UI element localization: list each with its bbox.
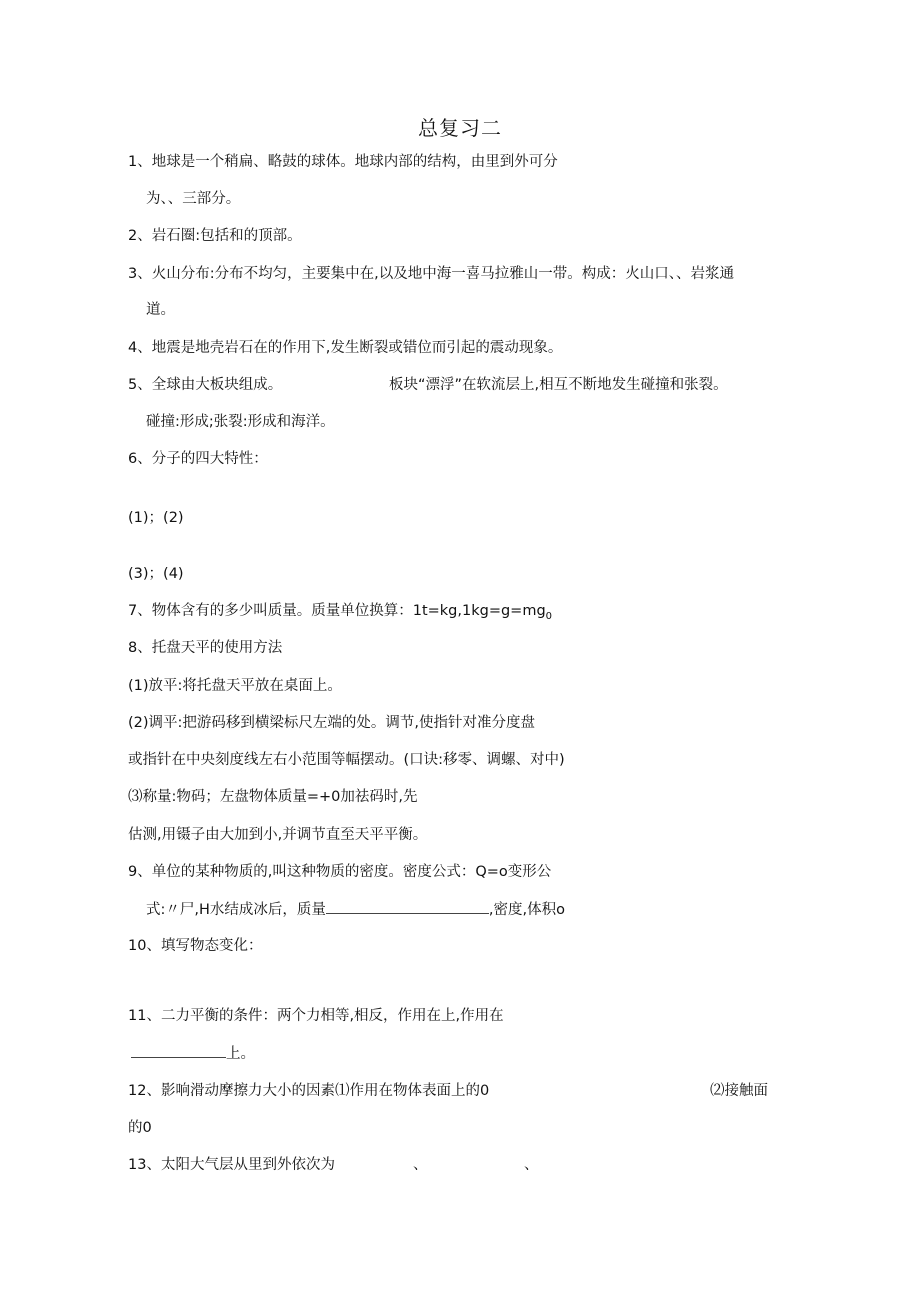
- item-6-line1: (1)；(2): [128, 510, 184, 526]
- item-10: 10、填写物态变化：: [128, 938, 263, 954]
- item-11-cont: [131, 1043, 255, 1064]
- item-6: 6、分子的四大特性：: [128, 451, 268, 467]
- item-9-cont: [146, 899, 565, 920]
- item-9-cont-text: 式:〃尸,H水结成冰后，质量: [146, 902, 326, 918]
- item-8-step3: ⑶称量:物码；左盘物体质量=+0加祛码时,先: [128, 789, 418, 805]
- item-4: 4、地震是地壳岩石在的作用下,发生断裂或错位而引起的震动现象。: [128, 340, 563, 356]
- item-5-part2: 板块“漂浮”在软流层上,相互不断地发生碰撞和张裂。: [389, 377, 728, 393]
- item-13-sep2: 、: [524, 1157, 539, 1173]
- item-6-line2: (3)；(4): [128, 566, 184, 582]
- item-2: 2、岩石圈:包括和的顶部。: [128, 228, 302, 244]
- item-13-sep1: 、: [413, 1157, 428, 1173]
- item-13: 13、太阳大气层从里到外依次为: [128, 1157, 335, 1173]
- item-8-step2-cont: 或指针在中央刻度线左右小范围等幅摆动。(口诀:移零、调螺、对中): [128, 752, 565, 768]
- item-1: 1、地球是一个稍扁、略鼓的球体。地球内部的结构，由里到外可分: [128, 154, 558, 170]
- item-12: 12、影响滑动摩擦力大小的因素⑴作用在物体表面上的0: [128, 1083, 490, 1099]
- item-8-step1: (1)放平:将托盘天平放在桌面上。: [128, 678, 342, 694]
- item-12-cont: 的0: [128, 1120, 152, 1136]
- item-8-step2: (2)调平:把游码移到横梁标尺左端的处。调节,使指针对准分度盘: [128, 715, 536, 731]
- answer-blank: [326, 899, 489, 914]
- item-5-cont: 碰撞:形成;张裂:形成和海洋。: [146, 414, 335, 430]
- item-7-sub: 0: [545, 610, 553, 622]
- item-11: 11、二力平衡的条件：两个力相等,相反，作用在上,作用在: [128, 1008, 504, 1024]
- item-7: [128, 601, 552, 627]
- item-8: 8、托盘天平的使用方法: [128, 640, 283, 656]
- item-5: 5、全球由大板块组成。: [128, 377, 283, 393]
- item-3: 3、火山分布:分布不均匀，主要集中在,以及地中海一喜马拉雅山一带。构成：火山口、、岩浆通: [128, 266, 734, 282]
- item-7-text: 7、物体含有的多少叫质量。质量单位换算：1t=kg,1kg=g=mg: [128, 603, 546, 619]
- item-3-cont: 道。: [146, 302, 175, 318]
- item-11-cont-text: 上。: [226, 1046, 255, 1062]
- item-9: 9、单位的某种物质的,叫这种物质的密度。密度公式：Q=o变形公: [128, 864, 552, 880]
- item-8-step3-cont: 估测,用镊子由大加到小,并调节直至天平平衡。: [128, 827, 428, 843]
- item-12-part2: ⑵接触面: [710, 1083, 768, 1099]
- item-1-cont: 为、、三部分。: [146, 191, 241, 207]
- answer-blank: [131, 1043, 226, 1058]
- page-title: 总复习二: [418, 116, 502, 140]
- item-9-cont-end: ,密度,体积o: [488, 902, 565, 918]
